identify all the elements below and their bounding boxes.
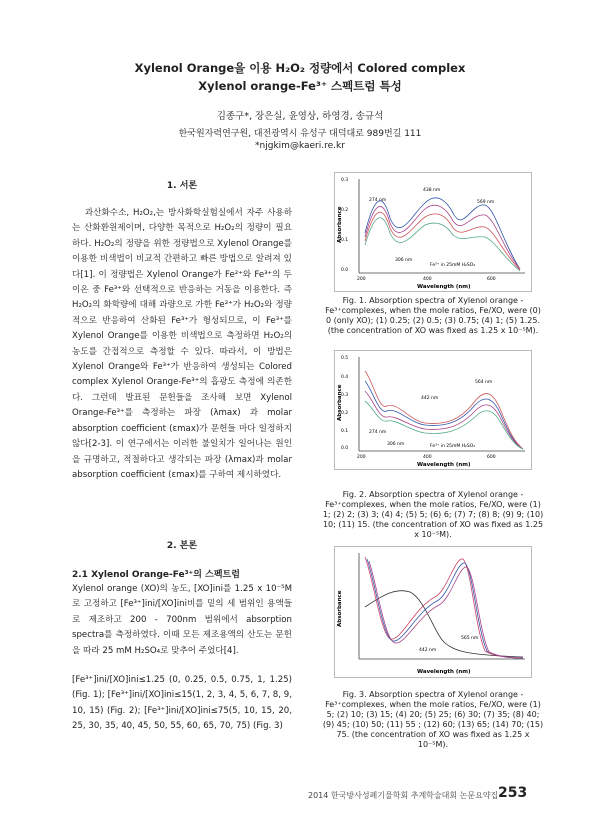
email: *njgkim@kaeri.re.kr: [255, 141, 345, 151]
section1-heading: 1. 서론: [166, 181, 198, 191]
figure-2-caption: Fig. 2. Absorption spectra of Xylenol orange -Fe³⁺complexes, when the mole ratios, Fe/XO, were (1) 1; (2) 2; (3) 3; (4) 4; (5) 5; (6) 6; (7) 7; (8) 8; (9) 9; (10) 10; (11) 15. (the concentration of XO was fixed as 1.25 x 10⁻⁵M).: [322, 490, 544, 539]
figure-1-spectrum: [335, 173, 531, 291]
fig2-ytick: 0.1: [341, 429, 349, 434]
affiliation: 한국원자력연구원, 대전광역시 유성구 대덕대로 989번길 111: [178, 129, 422, 139]
section2-heading: 2. 본론: [166, 541, 198, 551]
fig2-xtick: 200: [357, 455, 366, 460]
figure-3-spectrum: [335, 547, 531, 677]
fig2-ytick: 0.2: [341, 411, 349, 416]
fig3-peak-label: 442 nm: [419, 648, 437, 653]
fig1-ytick: 0.3: [341, 178, 349, 183]
paper-title-line2: Xylenol orange-Fe³⁺ 스펙트럼 특성: [198, 79, 402, 93]
fig1-peak-label: 438 nm: [423, 188, 441, 193]
page-number: 253: [498, 785, 528, 801]
fig1-ytick: 0.0: [341, 268, 349, 273]
fig1-ylabel: Absorbance: [337, 206, 343, 243]
fig2-ytick: 0.4: [341, 375, 349, 380]
subsection-2-1-ranges: [Fe³⁺]ini/[XO]ini≤1.25 (0, 0.25, 0.5, 0.75, 1, 1.25) (Fig. 1); [Fe³⁺]ini/[XO]ini≤15(1, 2, 3, 4, 5, 6, 7, 8, 9, 10, 15) (Fig. 2); [Fe³⁺]ini/[XO]ini≤75(5, 10, 15, 20, 25, 30, 35, 40, 45, 50, 55, 60, 65, 70, 75) (Fig. 3): [72, 675, 292, 732]
fig3-ylabel: Absorbance: [337, 590, 343, 627]
fig2-ytick: 0.3: [341, 393, 349, 398]
figure-2-spectrum: [335, 351, 531, 469]
figure-1: [334, 172, 532, 292]
subsection-2-1-body: Xylenol orange (XO)의 농도, [XO]ini를 1.25 x 10⁻⁵M로 고정하고 [Fe³⁺]ini/[XO]ini비를 밑의 세 범위인 용액들로 제조하고 200 - 700nm 범위에서 absorption spectra를 측정하였다. 이때 모든 제조용액의 산도는 문헌을 따라 25 mM H₂SO₄로 맞추어 주었다[4].: [72, 584, 292, 656]
fig1-xtick: 400: [423, 277, 432, 282]
fig1-xtick: 200: [357, 277, 366, 282]
fig3-peak-label: 565 nm: [461, 636, 479, 641]
fig2-medium-label: Fe³⁺ in 25mM H₂SO₄: [430, 444, 476, 449]
fig1-xlabel: Wavelength (nm): [417, 284, 471, 290]
paper-title-line1: Xylenol Orange을 이용 H₂O₂ 정량에서 Colored complex: [134, 61, 466, 75]
fig1-peak-label: 306 nm: [395, 258, 413, 263]
fig2-peak-label: 442 nm: [421, 396, 439, 401]
fig2-xtick: 600: [487, 455, 496, 460]
fig2-xtick: 400: [423, 455, 432, 460]
figure-1-caption: Fig. 1. Absorption spectra of Xylenol orange -Fe³⁺complexes, when the mole ratios, Fe/XO, were (0) 0 (only XO); (1) 0.25; (2) 0.5; (3) 0.75; (4) 1; (5) 1.25. (the concentration of XO was fixed as 1.25 x 10⁻⁵M).: [325, 296, 541, 335]
fig1-peak-label: 274 nm: [369, 198, 387, 203]
fig2-peak-label: 274 nm: [369, 430, 387, 435]
fig1-ytick: 0.1: [341, 238, 349, 243]
figure-3-caption: Fig. 3. Absorption spectra of Xylenol orange -Fe³⁺complexes, when the mole ratios, Fe/XO, were (1) 5; (2) 10; (3) 15; (4) 20; (5) 25; (6) 30; (7) 35; (8) 40; (9) 45; (10) 50; (11) 55 ; (12) 60; (13) 65; (14) 70; (15) 75. (the concentration of XO was fixed as 1.25 x 10⁻⁵M).: [322, 690, 544, 749]
page-footer: 2014 한국방사성폐기물학회 추계학술대회 논문요약집: [308, 791, 499, 800]
fig2-peak-label: 306 nm: [387, 442, 405, 447]
figure-3: [334, 546, 532, 678]
fig2-peak-label: 564 nm: [475, 380, 493, 385]
fig1-xtick: 600: [487, 277, 496, 282]
subsection-2-1-heading: 2.1 Xylenol Orange-Fe³⁺의 스펙트럼: [72, 570, 240, 580]
fig2-ytick: 0.5: [341, 356, 349, 361]
authors: 김종구*, 장은실, 윤영상, 하영경, 송규석: [216, 111, 384, 122]
fig1-ytick: 0.2: [341, 208, 349, 213]
section1-body: 과산화수소, H₂O₂,는 방사화학실험실에서 자주 사용하는 산화환원제이며, 다양한 목적으로 H₂O₂의 정량이 필요하다. H₂O₂의 정량을 위한 정량법으로 Xylenol Orange를 이용한 비색법이 비교적 간편하고 빠른 방법으로 알려져 있다[1]. 이 정량법은 Xylenol Orange가 Fe²⁺와 Fe³⁺의 두 이온 중 Fe³⁺와 선택적으로 반응하는 거동을 이용한다. 즉 H₂O₂의 화학량에 대해 과량으로 가한 Fe²⁺가 H₂O₂와 정량적으로 반응하여 산화된 Fe³⁺가 형성되므로, 이 Fe³⁺를 Xylenol Orange를 이용한 비색법으로 측정하면 H₂O₂의 농도를 간접적으로 측정할 수 있다. 따라서, 이 방법은 Xylenol Orange와 Fe³⁺가 반응하여 생성되는 Colored complex Xylenol Orange-Fe³⁺의 흡광도 측정에 의존한다. 그런데 발표된 문헌들을 조사해 보면 Xylenol Orange-Fe³⁺를 측정하는 파장 (λmax) 과 molar absorption coefficient (εmax)가 문헌들 마다 일정하지 않다[2-3]. 이 연구에서는 이러한 불일치가 일어나는 원인을 규명하고, 적절하다고 생각되는 파장 (λmax)과 molar absorption coefficient (εmax)를 구하여 제시하였다.: [72, 208, 292, 480]
fig2-xlabel: Wavelength (nm): [417, 462, 471, 468]
fig1-peak-label: 569 nm: [477, 200, 495, 205]
fig3-xlabel: Wavelength (nm): [417, 669, 471, 675]
figure-2: [334, 350, 532, 470]
fig2-ylabel: Absorbance: [337, 384, 343, 421]
fig2-ytick: 0.0: [341, 446, 349, 451]
fig1-medium-label: Fe³⁺ in 25mM H₂SO₄: [430, 263, 476, 268]
